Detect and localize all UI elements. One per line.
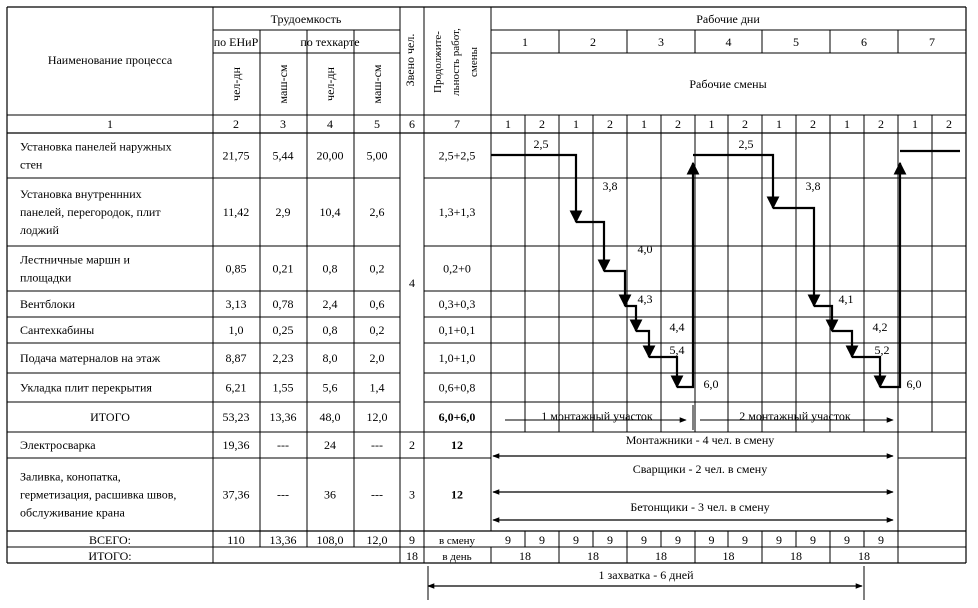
per-day-label: в день [442,551,472,563]
shift-number: 1 [573,117,579,131]
grand-total-label: ВСЕГО: [89,533,131,547]
flow-step [852,357,880,387]
duration: 2,5+2,5 [438,148,476,163]
cell-text: --- [277,487,289,502]
header-process-name: Наименование процесса [47,53,173,67]
step-label: 4,1 [838,292,854,306]
cell-text: 37,36 [222,487,250,502]
enir-man-days: 8,87 [225,351,247,365]
step-label: 5,2 [874,343,890,357]
step-label: 2,5 [738,137,754,151]
enir-machine-shifts: 2,9 [275,205,291,219]
sealing-label: обслуживание крана [20,505,125,520]
header-man-days: чел-дн [323,67,337,101]
shift-number: 2 [946,117,952,131]
per-shift-label: в смену [438,535,476,547]
sealing-label: герметизация, расшивка швов, [20,487,177,502]
techmap-machine-shifts: 0,2 [369,323,385,337]
column-number: 6 [409,117,415,131]
flow-step [814,306,832,331]
flow-step [636,331,649,357]
enir-machine-shifts: 0,78 [272,297,294,311]
day-crew-value: 18 [587,549,599,563]
process-name: Подача матерналов на этаж [20,351,161,365]
techmap-machine-shifts: 1,4 [369,380,385,395]
cell-text: 19,36 [222,438,250,452]
process-name: панелей, перегородок, плит [20,205,161,219]
techmap-man-days: 5,6 [322,380,338,395]
header-machine-shifts: маш-см [370,64,384,104]
cell-text: --- [371,438,383,452]
step-label: 6,0 [906,377,922,391]
shift-number: 1 [641,117,647,131]
process-name: Установка панелей наружных [20,139,172,154]
total-tech-mach: 12,0 [366,410,388,424]
step-label: 6,0 [703,377,719,391]
process-name: Установка внутреннних [20,187,142,201]
step-label: 4,2 [872,320,888,334]
welders-label: Сварщики - 2 чел. в смену [632,462,768,476]
shift-number: 1 [505,117,511,131]
shift-crew-value: 9 [539,533,545,547]
shift-crew-value: 9 [742,533,748,547]
step-label: 4,4 [669,320,685,334]
techmap-man-days: 8,0 [322,351,338,365]
duration: 1,0+1,0 [438,351,476,365]
enir-machine-shifts: 2,23 [272,351,294,365]
techmap-machine-shifts: 5,00 [366,148,388,163]
step-label: 2,5 [533,137,549,151]
header-machine-shifts: маш-см [276,64,290,104]
techmap-machine-shifts: 0,2 [369,261,385,276]
step-label: 3,8 [805,179,821,193]
flow-step [832,331,852,357]
techmap-machine-shifts: 2,0 [369,351,385,365]
header-duration: Продолжите- [432,31,444,93]
process-name: площадки [20,270,72,285]
table-grid [7,7,966,563]
process-name: лоджий [20,223,59,237]
cell-text: 18 [406,549,418,563]
cell-text: 13,36 [269,533,297,547]
enir-machine-shifts: 0,25 [272,323,294,337]
day-number: 1 [522,35,528,49]
day-crew-value: 18 [790,549,802,563]
concreters-label: Бетонщики - 3 чел. в смену [630,500,770,514]
header-labor: Трудоемкость [270,12,342,26]
installers-label: Монтажники - 4 чел. в смену [625,433,775,447]
shift-number: 2 [878,117,884,131]
shift-number: 1 [912,117,918,131]
total-enir-mach: 13,36 [269,410,297,424]
column-number: 4 [327,117,333,131]
enir-man-days: 21,75 [222,148,250,163]
column-number: 7 [454,117,460,131]
header-by-enir: по ЕНиР [213,35,259,49]
enir-man-days: 0,85 [225,261,247,276]
duration: 1,3+1,3 [438,205,476,219]
day-crew-value: 18 [722,549,735,563]
total-duration: 6,0+6,0 [438,410,476,424]
column-number: 2 [233,117,239,131]
enir-man-days: 6,21 [225,380,247,395]
cell-text: 36 [324,487,336,502]
total-enir-man: 53,23 [222,410,250,424]
cell-text: 9 [409,533,415,547]
shift-crew-value: 9 [844,533,850,547]
duration: 0,2+0 [443,261,471,276]
cell-text: --- [277,438,289,452]
step-label: 3,8 [602,179,618,193]
shift-crew-value: 9 [607,533,613,547]
day-number: 6 [861,35,867,49]
table-text [20,12,952,582]
sealing-crew: 3 [409,487,415,502]
shift-number: 1 [776,117,782,131]
techmap-man-days: 0,8 [322,261,338,276]
area-2-label: 2 монтажный участок [739,409,851,423]
header-duration: смены [468,46,480,78]
shift-crew-value: 9 [641,533,647,547]
shift-number: 2 [675,117,681,131]
shift-crew-value: 9 [810,533,816,547]
shift-crew-value: 9 [776,533,782,547]
flow-step [604,271,625,306]
header-man-days: чел-дн [229,67,243,101]
techmap-machine-shifts: 0,6 [369,297,385,311]
shift-number: 2 [607,117,613,131]
enir-man-days: 1,0 [228,323,244,337]
header-by-techmap: по техкарте [300,35,360,49]
shift-crew-value: 9 [573,533,579,547]
step-label: 4,3 [637,292,653,306]
welding-label: Электросварка [20,438,96,452]
shift-crew-value: 9 [708,533,715,547]
process-name: Лестничные маршн и [20,252,130,267]
techmap-man-days: 10,4 [319,205,341,219]
duration: 0,3+0,3 [438,297,476,311]
header-crew: Звено чел. [403,33,417,87]
techmap-machine-shifts: 2,6 [369,205,385,219]
column-number: 1 [107,117,113,131]
cell-text: 24 [324,438,336,452]
day-crew-value: 18 [655,549,667,563]
shift-number: 1 [708,117,715,131]
process-name: стен [20,157,43,172]
step-label: 5,4 [669,343,685,357]
per-day-total-label: ИТОГО: [88,549,132,563]
cell-text: --- [371,487,383,502]
enir-machine-shifts: 5,44 [272,148,294,163]
step-label: 4,0 [637,242,653,256]
shift-crew-value: 9 [505,533,511,547]
enir-machine-shifts: 1,55 [272,380,294,395]
sealing-duration: 12 [451,487,463,502]
shift-number: 2 [742,117,748,131]
flow-step [491,155,576,222]
process-name: Укладка плит перекрытия [20,380,152,395]
day-number: 7 [929,35,935,49]
area-1-label: 1 монтажный участок [541,409,653,423]
enir-machine-shifts: 0,21 [272,261,294,276]
process-name: Вентблоки [20,297,76,311]
header-duration: льность работ, [450,28,462,96]
header-working-shifts: Рабочие смены [689,77,767,91]
column-number: 3 [280,117,286,131]
day-number: 5 [793,35,799,49]
shift-number: 2 [810,117,816,131]
total-tech-man: 48,0 [319,410,341,424]
day-crew-value: 18 [519,549,531,563]
header-working-days: Рабочие дни [696,12,760,26]
welding-duration: 12 [451,438,463,452]
shift-number: 1 [844,117,850,131]
day-number: 3 [658,35,664,49]
day-crew-value: 18 [858,549,870,563]
day-number: 4 [725,35,732,49]
shift-crew-value: 9 [675,533,681,547]
shift-crew-value: 9 [878,533,884,547]
enir-man-days: 11,42 [222,205,250,219]
flow-step [649,357,677,387]
flow-step [693,155,773,208]
sealing-label: Заливка, конопатка, [20,469,121,484]
welding-crew: 2 [409,438,415,452]
process-name: Сантехкабины [20,323,95,337]
cell-text: 108,0 [316,533,344,547]
shift-number: 2 [539,117,545,131]
day-number: 2 [590,35,596,49]
cell-text: 12,0 [366,533,388,547]
duration: 0,6+0,8 [438,380,476,395]
enir-man-days: 3,13 [225,297,247,311]
duration: 0,1+0,1 [438,323,476,337]
total-label: ИТОГО [90,410,130,424]
crew-size: 4 [409,276,415,290]
techmap-man-days: 2,4 [322,297,338,311]
capture-label: 1 захватка - 6 дней [598,568,694,582]
cell-text: 110 [227,533,245,547]
techmap-man-days: 20,00 [316,148,344,163]
techmap-man-days: 0,8 [322,323,338,337]
column-number: 5 [374,117,380,131]
